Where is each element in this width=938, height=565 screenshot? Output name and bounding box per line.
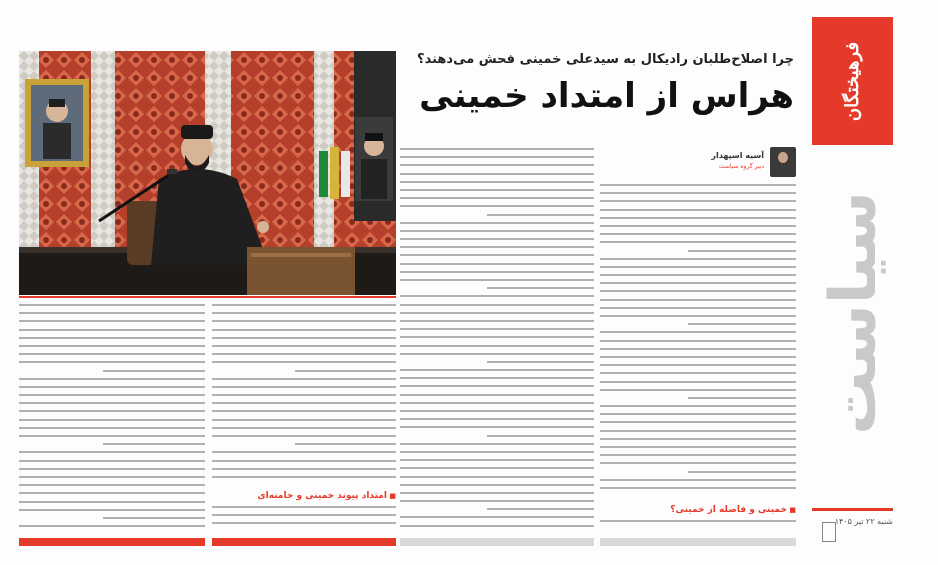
text-line	[400, 320, 594, 322]
text-line	[487, 508, 594, 510]
text-line	[600, 233, 796, 235]
text-line	[19, 468, 205, 470]
text-line	[212, 378, 396, 380]
text-line	[103, 517, 205, 519]
text-line	[212, 451, 396, 453]
subhead-1: ■ خمینی و فاصله از خمینی؟	[600, 505, 796, 515]
text-line	[400, 394, 594, 396]
article-photo	[19, 51, 396, 295]
article-column-1	[600, 184, 796, 496]
newspaper-logo	[812, 17, 893, 145]
text-line	[212, 329, 396, 331]
text-line	[212, 410, 396, 412]
photo-divider	[19, 296, 396, 298]
text-line	[212, 337, 396, 339]
text-line	[212, 435, 396, 437]
text-line	[400, 181, 594, 183]
text-line	[600, 209, 796, 211]
text-line	[212, 514, 396, 516]
text-line	[212, 427, 396, 429]
text-line	[600, 299, 796, 301]
text-line	[212, 419, 396, 421]
text-line	[19, 525, 205, 527]
text-line	[400, 459, 594, 461]
text-line	[400, 156, 594, 158]
text-line	[600, 192, 796, 194]
text-line	[688, 323, 796, 325]
article-column-3	[212, 304, 396, 490]
section-label: سیاست	[817, 191, 891, 435]
text-line	[688, 250, 796, 252]
text-line	[600, 487, 796, 489]
text-line	[400, 164, 594, 166]
author-avatar	[770, 147, 796, 177]
author-byline	[700, 147, 796, 179]
article-kicker: چرا اصلاح‌طلبان رادیکال به سیدعلی خمینی فحش می‌دهند؟	[417, 52, 794, 67]
text-line	[212, 361, 396, 363]
text-line	[400, 222, 594, 224]
text-line	[400, 451, 594, 453]
text-line	[400, 385, 594, 387]
text-line	[19, 427, 205, 429]
text-line	[400, 516, 594, 518]
text-line	[19, 394, 205, 396]
text-line	[487, 287, 594, 289]
text-line	[600, 421, 796, 423]
text-line	[295, 370, 396, 372]
text-line	[600, 438, 796, 440]
column-1-footer-rule	[600, 538, 796, 546]
text-line	[600, 315, 796, 317]
text-line	[487, 435, 594, 437]
text-line	[212, 402, 396, 404]
text-line	[212, 320, 396, 322]
text-line	[600, 462, 796, 464]
text-line	[19, 435, 205, 437]
text-line	[400, 353, 594, 355]
text-line	[19, 484, 205, 486]
text-line	[212, 468, 396, 470]
author-role: دبیر گروه سیاست	[718, 163, 764, 170]
text-line	[212, 394, 396, 396]
text-line	[400, 402, 594, 404]
text-line	[212, 476, 396, 478]
text-line	[212, 312, 396, 314]
article-column-4	[19, 304, 205, 536]
text-line	[212, 345, 396, 347]
text-line	[600, 274, 796, 276]
text-line	[400, 418, 594, 420]
text-line	[400, 304, 594, 306]
article-headline: هراس از امتداد خمینی	[419, 76, 794, 116]
text-line	[19, 476, 205, 478]
text-line	[19, 386, 205, 388]
text-line	[600, 479, 796, 481]
column-4-footer-rule	[19, 538, 205, 546]
text-line	[487, 214, 594, 216]
text-line	[400, 271, 594, 273]
article-column-2	[400, 148, 594, 534]
text-line	[19, 492, 205, 494]
text-line	[400, 173, 594, 175]
text-line	[19, 345, 205, 347]
text-line	[19, 451, 205, 453]
text-line	[600, 282, 796, 284]
text-line	[600, 331, 796, 333]
text-line	[19, 361, 205, 363]
text-line	[400, 525, 594, 527]
text-line	[400, 279, 594, 281]
text-line	[400, 443, 594, 445]
text-line	[295, 443, 396, 445]
text-line	[212, 460, 396, 462]
text-line	[600, 217, 796, 219]
text-line	[600, 430, 796, 432]
text-line	[19, 460, 205, 462]
text-line	[400, 238, 594, 240]
text-line	[400, 426, 594, 428]
text-line	[212, 386, 396, 388]
text-line	[400, 476, 594, 478]
text-line	[400, 410, 594, 412]
logo-text: فرهیختگان	[842, 41, 863, 121]
text-line	[19, 329, 205, 331]
text-line	[400, 328, 594, 330]
text-line	[688, 397, 796, 399]
text-line	[212, 506, 396, 508]
column-3-footer-rule	[212, 538, 396, 546]
text-line	[19, 410, 205, 412]
subhead-2: ■ امتداد پیوند خمینی و خامنه‌ای	[212, 491, 396, 501]
text-line	[212, 304, 396, 306]
text-line	[600, 258, 796, 260]
rail-divider	[812, 508, 893, 511]
text-line	[400, 197, 594, 199]
text-line	[600, 356, 796, 358]
text-line	[600, 307, 796, 309]
text-line	[400, 230, 594, 232]
text-line	[103, 443, 205, 445]
text-line	[400, 263, 594, 265]
text-line	[600, 225, 796, 227]
text-line	[19, 501, 205, 503]
text-line	[19, 509, 205, 511]
text-line	[400, 377, 594, 379]
text-line	[400, 295, 594, 297]
photo-illustration	[19, 51, 396, 295]
text-line	[19, 337, 205, 339]
text-line	[400, 467, 594, 469]
column-2-footer-rule	[400, 538, 594, 546]
article-column-1-end	[600, 520, 796, 534]
text-line	[600, 446, 796, 448]
text-line	[400, 312, 594, 314]
author-name: آسیه اسپهدار	[711, 151, 764, 160]
text-line	[19, 304, 205, 306]
article-column-3-end	[212, 506, 396, 536]
text-line	[487, 361, 594, 363]
text-line	[400, 492, 594, 494]
text-line	[600, 184, 796, 186]
text-line	[19, 419, 205, 421]
text-line	[600, 454, 796, 456]
text-line	[600, 348, 796, 350]
text-line	[212, 353, 396, 355]
text-line	[400, 345, 594, 347]
text-line	[19, 353, 205, 355]
text-line	[400, 484, 594, 486]
text-line	[600, 405, 796, 407]
text-line	[600, 200, 796, 202]
text-line	[600, 520, 796, 522]
text-line	[400, 205, 594, 207]
text-line	[19, 312, 205, 314]
text-line	[600, 290, 796, 292]
text-line	[600, 413, 796, 415]
text-line	[600, 364, 796, 366]
text-line	[600, 372, 796, 374]
text-line	[19, 402, 205, 404]
text-line	[600, 340, 796, 342]
text-line	[600, 241, 796, 243]
text-line	[688, 471, 796, 473]
text-line	[600, 389, 796, 391]
section-title	[818, 148, 890, 478]
text-line	[400, 254, 594, 256]
issue-date: شنبه ۲۲ تیر ۱۴۰۵	[834, 517, 893, 526]
text-line	[103, 370, 205, 372]
text-line	[400, 500, 594, 502]
text-line	[400, 189, 594, 191]
text-line	[400, 369, 594, 371]
text-line	[600, 266, 796, 268]
text-line	[400, 246, 594, 248]
text-line	[400, 336, 594, 338]
text-line	[19, 378, 205, 380]
text-line	[400, 148, 594, 150]
text-line	[212, 522, 396, 524]
text-line	[600, 381, 796, 383]
text-line	[19, 320, 205, 322]
